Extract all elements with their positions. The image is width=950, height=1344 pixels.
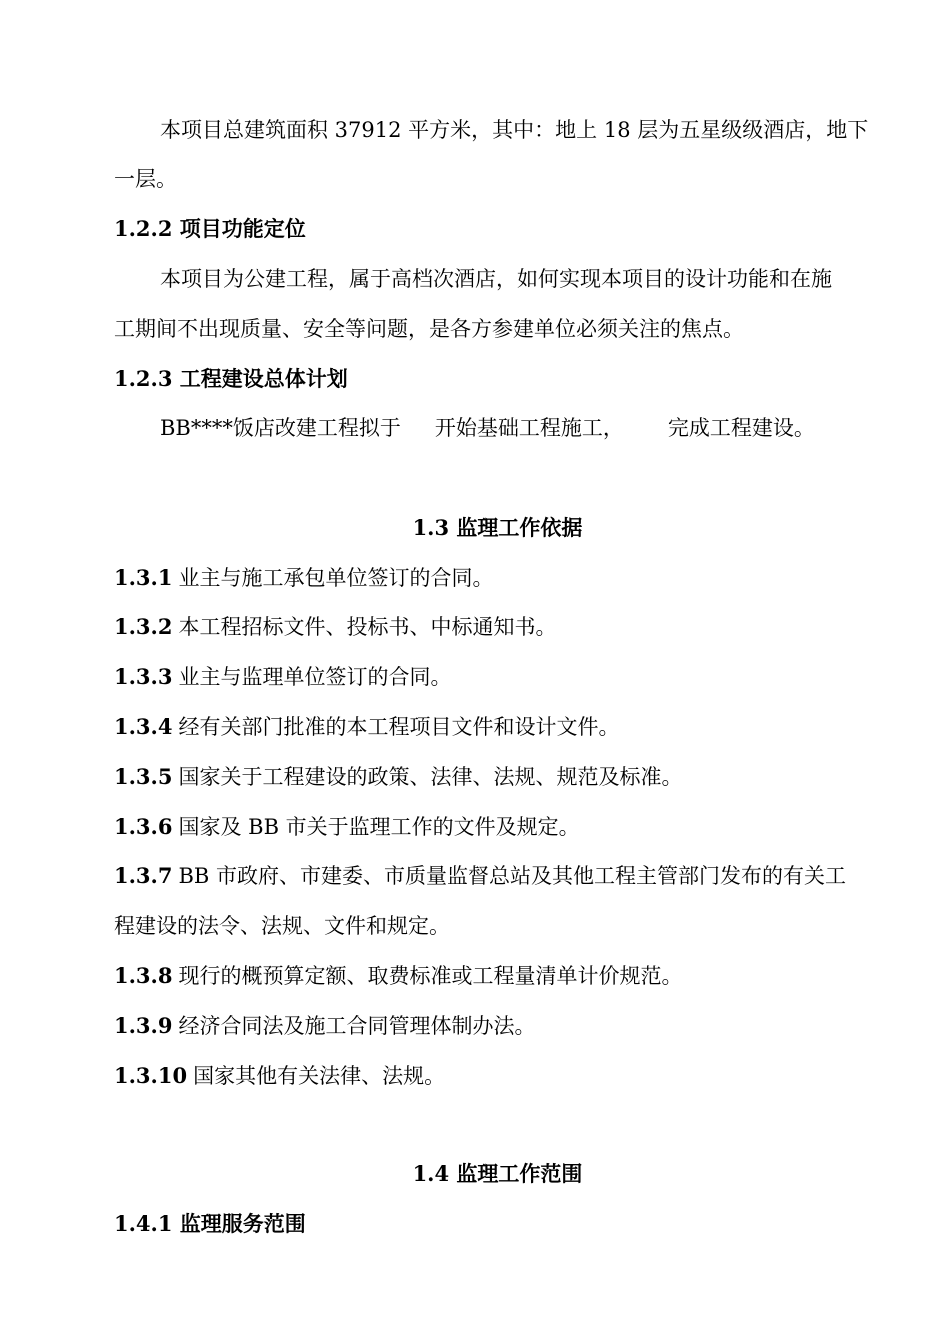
section-heading-1-4-1: 1.4.1 监理服务范围 [114, 1211, 306, 1236]
plan-part-1: BB****饭店改建工程拟于 [160, 416, 401, 440]
item-number: 1.3.9 [114, 1013, 173, 1038]
paragraph-1-2-3 [160, 412, 815, 442]
item-number: 1.3.5 [114, 764, 173, 789]
section-title-1-3: 1.3 监理工作依据 [412, 515, 583, 540]
item-text: 国家及 BB 市关于监理工作的文件及规定。 [178, 815, 580, 839]
item-number: 1.3.4 [114, 714, 173, 739]
list-item [114, 1060, 445, 1090]
list-item [114, 661, 451, 691]
item-number: 1.3.8 [114, 963, 173, 988]
item-text: 业主与施工承包单位签订的合同。 [178, 566, 494, 590]
item-number: 1.3.6 [114, 814, 173, 839]
list-item [114, 761, 682, 791]
item-number: 1.3.10 [114, 1063, 188, 1088]
list-item [114, 562, 493, 592]
item-text: 国家关于工程建设的政策、法律、法规、规范及标准。 [178, 765, 683, 789]
item-number: 1.3.3 [114, 664, 173, 689]
list-item [114, 711, 619, 741]
section-heading-1-2-3: 1.2.3 工程建设总体计划 [114, 366, 348, 391]
item-text: 程建设的法令、法规、文件和规定。 [114, 914, 450, 938]
intro-line-1: 本项目总建筑面积 37912 平方米，其中：地上 18 层为五星级级酒店，地下 [160, 118, 869, 142]
item-text: 国家其他有关法律、法规。 [193, 1064, 446, 1088]
item-text: 业主与监理单位签订的合同。 [178, 665, 452, 689]
list-item-continuation [114, 910, 450, 940]
item-number: 1.3.2 [114, 614, 173, 639]
section-title-1-4: 1.4 监理工作范围 [412, 1161, 583, 1186]
item-number: 1.3.1 [114, 565, 173, 590]
paragraph-1-2-2-line-2: 工期间不出现质量、安全等问题，是各方参建单位必须关注的焦点。 [114, 317, 744, 341]
item-text: 经济合同法及施工合同管理体制办法。 [178, 1014, 536, 1038]
item-text: BB 市政府、市建委、市质量监督总站及其他工程主管部门发布的有关工 [178, 864, 847, 888]
item-text: 现行的概预算定额、取费标准或工程量清单计价规范。 [178, 964, 683, 988]
list-item [114, 1010, 535, 1040]
list-item [114, 860, 846, 890]
plan-part-2: 开始基础工程施工， [434, 416, 624, 440]
list-item [114, 960, 682, 990]
item-number: 1.3.7 [114, 863, 173, 888]
paragraph-1-2-2-line-1: 本项目为公建工程，属于高档次酒店，如何实现本项目的设计功能和在施 [160, 267, 832, 291]
list-item [114, 811, 580, 841]
intro-line-2: 一层。 [114, 167, 177, 191]
item-text: 经有关部门批准的本工程项目文件和设计文件。 [178, 715, 620, 739]
item-text: 本工程招标文件、投标书、中标通知书。 [178, 615, 557, 639]
list-item [114, 611, 556, 641]
plan-part-3: 完成工程建设。 [667, 416, 815, 440]
section-heading-1-2-2: 1.2.2 项目功能定位 [114, 216, 306, 241]
